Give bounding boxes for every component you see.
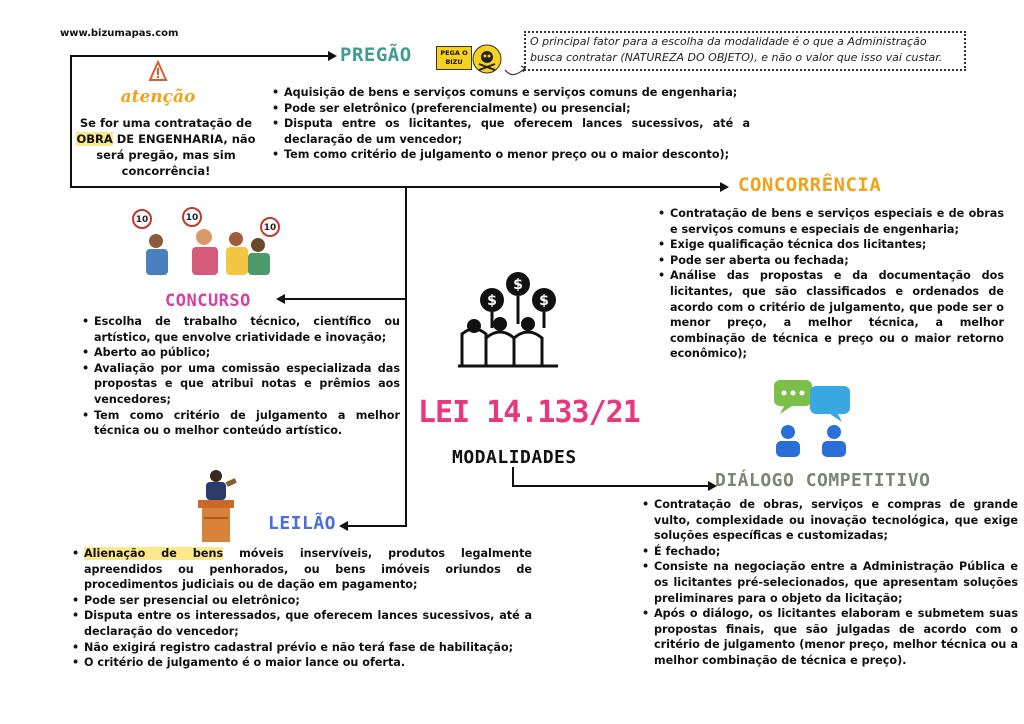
auctioneer-illustration [192,466,242,544]
score-10: 10 [185,213,199,223]
main-subtitle: MODALIDADES [452,447,577,468]
leilao-item [84,546,532,593]
concurso-list [80,314,400,439]
pregao-item: • Pode ser eletrônico (preferencialmente) ou presencial; [284,101,750,117]
score-10: 10 [135,215,149,225]
leilao-list [70,546,532,671]
site-url: www.bizumapas.com [60,28,179,39]
concurso-item: • Aberto ao público; [94,345,400,361]
leilao-title: LEILÃO [268,513,337,534]
attention-text [76,115,256,179]
concorrencia-item: • Exige qualificação técnica dos licitantes; [670,237,1004,253]
concorrencia-item: • Pode ser aberta ou fechada; [670,253,1004,269]
concurso-title: CONCURSO [165,291,251,311]
pega-o-bizu-stamp [436,46,472,70]
concurso-item: • Escolha de trabalho técnico, científico ou artístico, que envolve criatividade e inovação; [94,314,400,345]
leilao-item-text: móveis inservíveis, produtos legalmente apreendidos ou penhorados, ou bens imóveis oriundos de procedimentos judiciais ou de dação em pagamento; [84,547,533,592]
attention-highlight: OBRA [76,132,113,146]
leilao-item: • Disputa entre os interessados, que oferecem lances sucessivos, até a declaração do vencedor; [84,608,532,639]
concorrencia-item: • Análise das propostas e da documentação dos licitantes, que são classificados e ordenados de acordo com o critério de julgamento, que pode ser o menor preço, a melhor técnica, a melhor combinação de técnica e preço ou o maior retorno econômico); [670,268,1004,362]
main-title: LEI 14.133/21 [418,395,640,430]
svg-text:$: $ [487,293,497,309]
pregao-list [270,85,750,163]
concorrencia-item: • Contratação de bens e serviços especiais e de obras e serviços comuns e especiais de engenharia; [670,206,1004,237]
leilao-item: • O critério de julgamento é o maior lance ou oferta. [84,655,532,671]
dialogo-list [640,497,1018,669]
dialogue-icon [770,378,854,460]
pregao-item: • Tem como critério de julgamento o menor preço ou o maior desconto); [284,147,750,163]
dialogo-item: • É fechado; [654,544,1018,560]
concurso-item: • Avaliação por uma comissão especializada das propostas e que atribui notas e prêmios aos vencedores; [94,361,400,408]
skull-icon [472,44,502,74]
bidding-icon [456,268,560,370]
stamp-line2: BIZU [445,58,463,66]
svg-text:$: $ [513,277,523,293]
score-10: 10 [263,223,277,233]
leilao-item: • Pode ser presencial ou eletrônico; [84,593,532,609]
leilao-item: • Não exigirá registro cadastral prévio e não terá fase de habilitação; [84,640,532,656]
attention-badge [118,60,198,106]
attention-label: atenção [120,87,196,107]
dialogo-item: • Após o diálogo, os licitantes elaboram e submetem suas propostas finais, que são julgadas de acordo com o critério de julgamento (menor preço, melhor técnica ou a melhor combinação de técnica e preço). [654,606,1018,668]
dialogo-title: DIÁLOGO COMPETITIVO [715,470,931,491]
pregao-title: PREGÃO [340,44,412,66]
stamp-line1: PEGA O [440,49,468,57]
concorrencia-list [656,206,1004,362]
attention-text-before: Se for uma contratação de [79,116,253,130]
pregao-item: • Aquisição de bens e serviços comuns e serviços comuns de engenharia; [284,85,750,101]
svg-text:$: $ [539,293,549,309]
tip-box: O principal fator para a escolha da modalidade é o que a Administração busca contratar (NATUREZA DO OBJETO), e não o valor que isso vai custar. [524,31,966,71]
concurso-item: • Tem como critério de julgamento a melhor técnica ou o melhor conteúdo artístico. [94,408,400,439]
leilao-highlight: Alienação de bens [84,547,224,560]
dialogo-item: • Contratação de obras, serviços e compras de grande vulto, complexidade ou inovação tecnológica, que exige soluções específicas e customizadas; [654,497,1018,544]
attention-text-after: DE ENGENHARIA, não será pregão, mas sim concorrência! [96,132,256,178]
dialogo-item: • Consiste na negociação entre a Administração Pública e os licitantes pré-selecionados, que apresentam soluções preliminares para o objeto da licitação; [654,559,1018,606]
judges-illustration [132,205,282,277]
pregao-item: • Disputa entre os licitantes, que oferecem lances sucessivos, até a declaração de um vencedor; [284,116,750,147]
warning-icon [148,60,168,84]
concorrencia-title: CONCORRÊNCIA [738,174,882,196]
